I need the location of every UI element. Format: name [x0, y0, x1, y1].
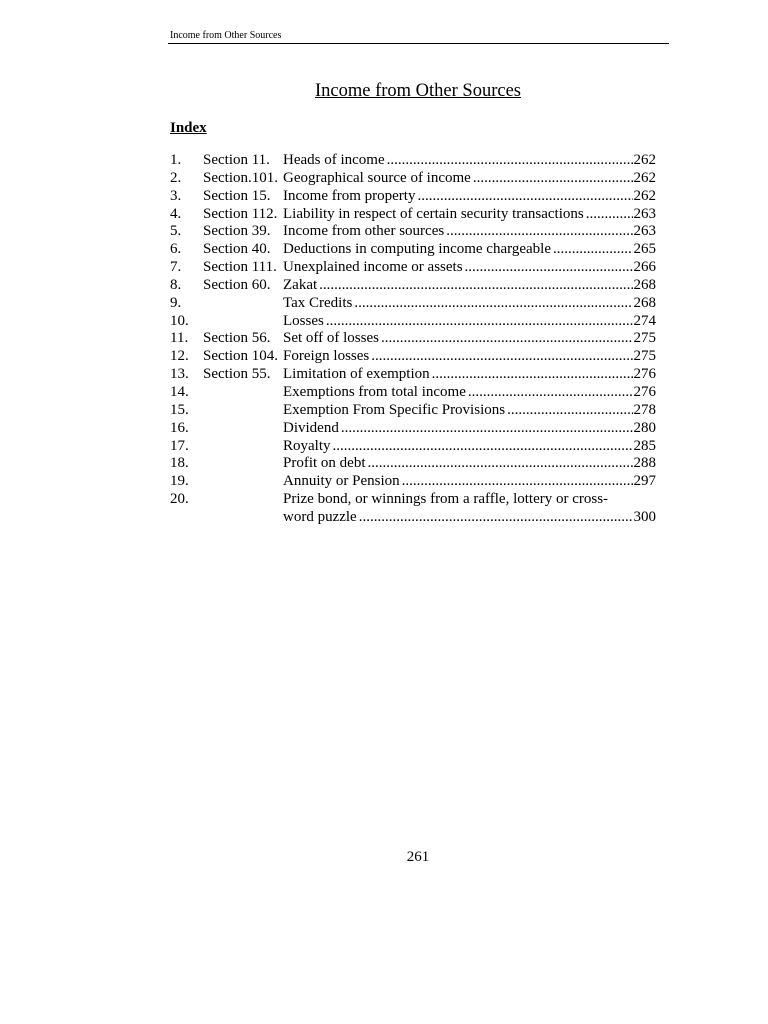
- page-number: 261: [406, 849, 430, 865]
- dot-leader: [473, 170, 633, 188]
- index-entry: [170, 402, 656, 420]
- dot-leader: [341, 420, 633, 438]
- entry-number: 9.: [170, 294, 182, 311]
- entry-page: 262: [633, 169, 656, 186]
- entry-page: 278: [633, 401, 656, 418]
- entry-number: 19.: [170, 473, 189, 490]
- dot-leader: [402, 473, 633, 491]
- index-entry: [170, 152, 656, 170]
- index-entry: [170, 170, 656, 188]
- entry-section: Section 60.: [203, 276, 271, 293]
- entry-number: 4.: [170, 205, 182, 222]
- entry-number: 6.: [170, 241, 182, 258]
- entry-title: Liability in respect of certain security transactions: [283, 205, 584, 222]
- entry-title: Profit on debt: [283, 455, 366, 472]
- entry-title: Exemptions from total income: [283, 383, 466, 400]
- entry-number: 12.: [170, 348, 189, 365]
- dot-leader: [446, 223, 632, 241]
- entry-title: Geographical source of income: [283, 169, 471, 186]
- dot-leader: [359, 509, 633, 527]
- entry-number: 3.: [170, 187, 182, 204]
- entry-page: 268: [633, 276, 656, 293]
- entry-number: 16.: [170, 419, 189, 436]
- entry-number: 2.: [170, 169, 182, 186]
- entry-title: Unexplained income or assets: [283, 259, 463, 276]
- index-list: [170, 152, 656, 527]
- index-entry: [170, 313, 656, 331]
- entry-page: 275: [633, 348, 656, 365]
- entry-page: 266: [633, 259, 656, 276]
- index-entry-continuation: [170, 509, 656, 527]
- index-entry: [170, 241, 656, 259]
- entry-page: 274: [633, 312, 656, 329]
- entry-number: 18.: [170, 455, 189, 472]
- index-entry: [170, 438, 656, 456]
- entry-page: 268: [633, 294, 656, 311]
- page-title: Income from Other Sources: [314, 81, 521, 101]
- entry-section: Section.101.: [203, 169, 278, 186]
- index-entry: [170, 491, 656, 509]
- entry-page: 280: [633, 419, 656, 436]
- index-entry: [170, 295, 656, 313]
- entry-number: 8.: [170, 276, 182, 293]
- entry-title: Losses: [283, 312, 324, 329]
- index-entry: [170, 223, 656, 241]
- index-entry: [170, 455, 656, 473]
- entry-section: Section 56.: [203, 330, 271, 347]
- entry-section: Section 104.: [203, 348, 278, 365]
- entry-number: 7.: [170, 259, 182, 276]
- entry-page: 263: [633, 205, 656, 222]
- dot-leader: [354, 295, 632, 313]
- entry-number: 14.: [170, 383, 189, 400]
- entry-page: 288: [633, 455, 656, 472]
- entry-section: Section 15.: [203, 187, 271, 204]
- entry-page: 276: [633, 366, 656, 383]
- dot-leader: [381, 330, 633, 348]
- entry-title: Zakat: [283, 276, 318, 293]
- dot-leader: [553, 241, 633, 259]
- dot-leader: [387, 152, 633, 170]
- entry-title-continued: word puzzle: [283, 508, 357, 525]
- index-entry: [170, 206, 656, 224]
- index-entry: [170, 384, 656, 402]
- entry-number: 20.: [170, 491, 189, 508]
- entry-title: Deductions in computing income chargeable: [283, 241, 551, 258]
- entry-title: Exemption From Specific Provisions: [283, 401, 506, 418]
- dot-leader: [468, 384, 633, 402]
- entry-page: 263: [633, 223, 656, 240]
- dot-leader: [432, 366, 633, 384]
- index-entry: [170, 259, 656, 277]
- index-entry: [170, 188, 656, 206]
- entry-number: 10.: [170, 312, 189, 329]
- dot-leader: [417, 188, 632, 206]
- entry-number: 15.: [170, 401, 189, 418]
- dot-leader: [507, 402, 632, 420]
- entry-number: 5.: [170, 223, 182, 240]
- entry-page: 265: [633, 241, 656, 258]
- index-entry: [170, 366, 656, 384]
- index-entry: [170, 330, 656, 348]
- entry-page: 276: [633, 383, 656, 400]
- entry-page: 262: [633, 152, 656, 168]
- entry-page: 275: [633, 330, 656, 347]
- entry-section: Section 111.: [203, 259, 277, 276]
- entry-section: Section 40.: [203, 241, 271, 258]
- entry-title: Heads of income: [283, 152, 385, 168]
- entry-section: Section 55.: [203, 366, 271, 383]
- entry-title: Foreign losses: [283, 348, 370, 365]
- running-header: Income from Other Sources: [170, 30, 282, 41]
- entry-page: 285: [633, 437, 656, 454]
- entry-section: Section 112.: [203, 205, 278, 222]
- dot-leader: [586, 206, 633, 224]
- entry-title: Limitation of exemption: [283, 366, 430, 383]
- entry-title: Income from property: [283, 187, 416, 204]
- entry-title: Dividend: [283, 419, 339, 436]
- entry-number: 13.: [170, 366, 189, 383]
- entry-section: Section 11.: [203, 152, 270, 168]
- dot-leader: [368, 455, 633, 473]
- dot-leader: [326, 313, 633, 331]
- entry-number: 1.: [170, 152, 182, 168]
- entry-page: 297: [633, 473, 656, 490]
- entry-title: Set off of losses: [283, 330, 379, 347]
- entry-title: Income from other sources: [283, 223, 445, 240]
- entry-title: Prize bond, or winnings from a raffle, lottery or cross-: [283, 491, 609, 508]
- entry-page: 262: [633, 187, 656, 204]
- dot-leader: [371, 348, 632, 366]
- entry-number: 11.: [170, 330, 189, 347]
- index-entry: [170, 277, 656, 295]
- index-entry: [170, 473, 656, 491]
- index-entry: [170, 420, 656, 438]
- entry-title: Royalty: [283, 437, 331, 454]
- dot-leader: [333, 438, 633, 456]
- entry-number: 17.: [170, 437, 189, 454]
- index-entry: [170, 348, 656, 366]
- entry-title: Tax Credits: [283, 294, 353, 311]
- index-heading: Index: [170, 120, 207, 136]
- dot-leader: [319, 277, 632, 295]
- dot-leader: [465, 259, 633, 277]
- entry-section: Section 39.: [203, 223, 271, 240]
- header-rule: [168, 43, 669, 44]
- entry-page: 300: [633, 508, 656, 525]
- entry-title: Annuity or Pension: [283, 473, 400, 490]
